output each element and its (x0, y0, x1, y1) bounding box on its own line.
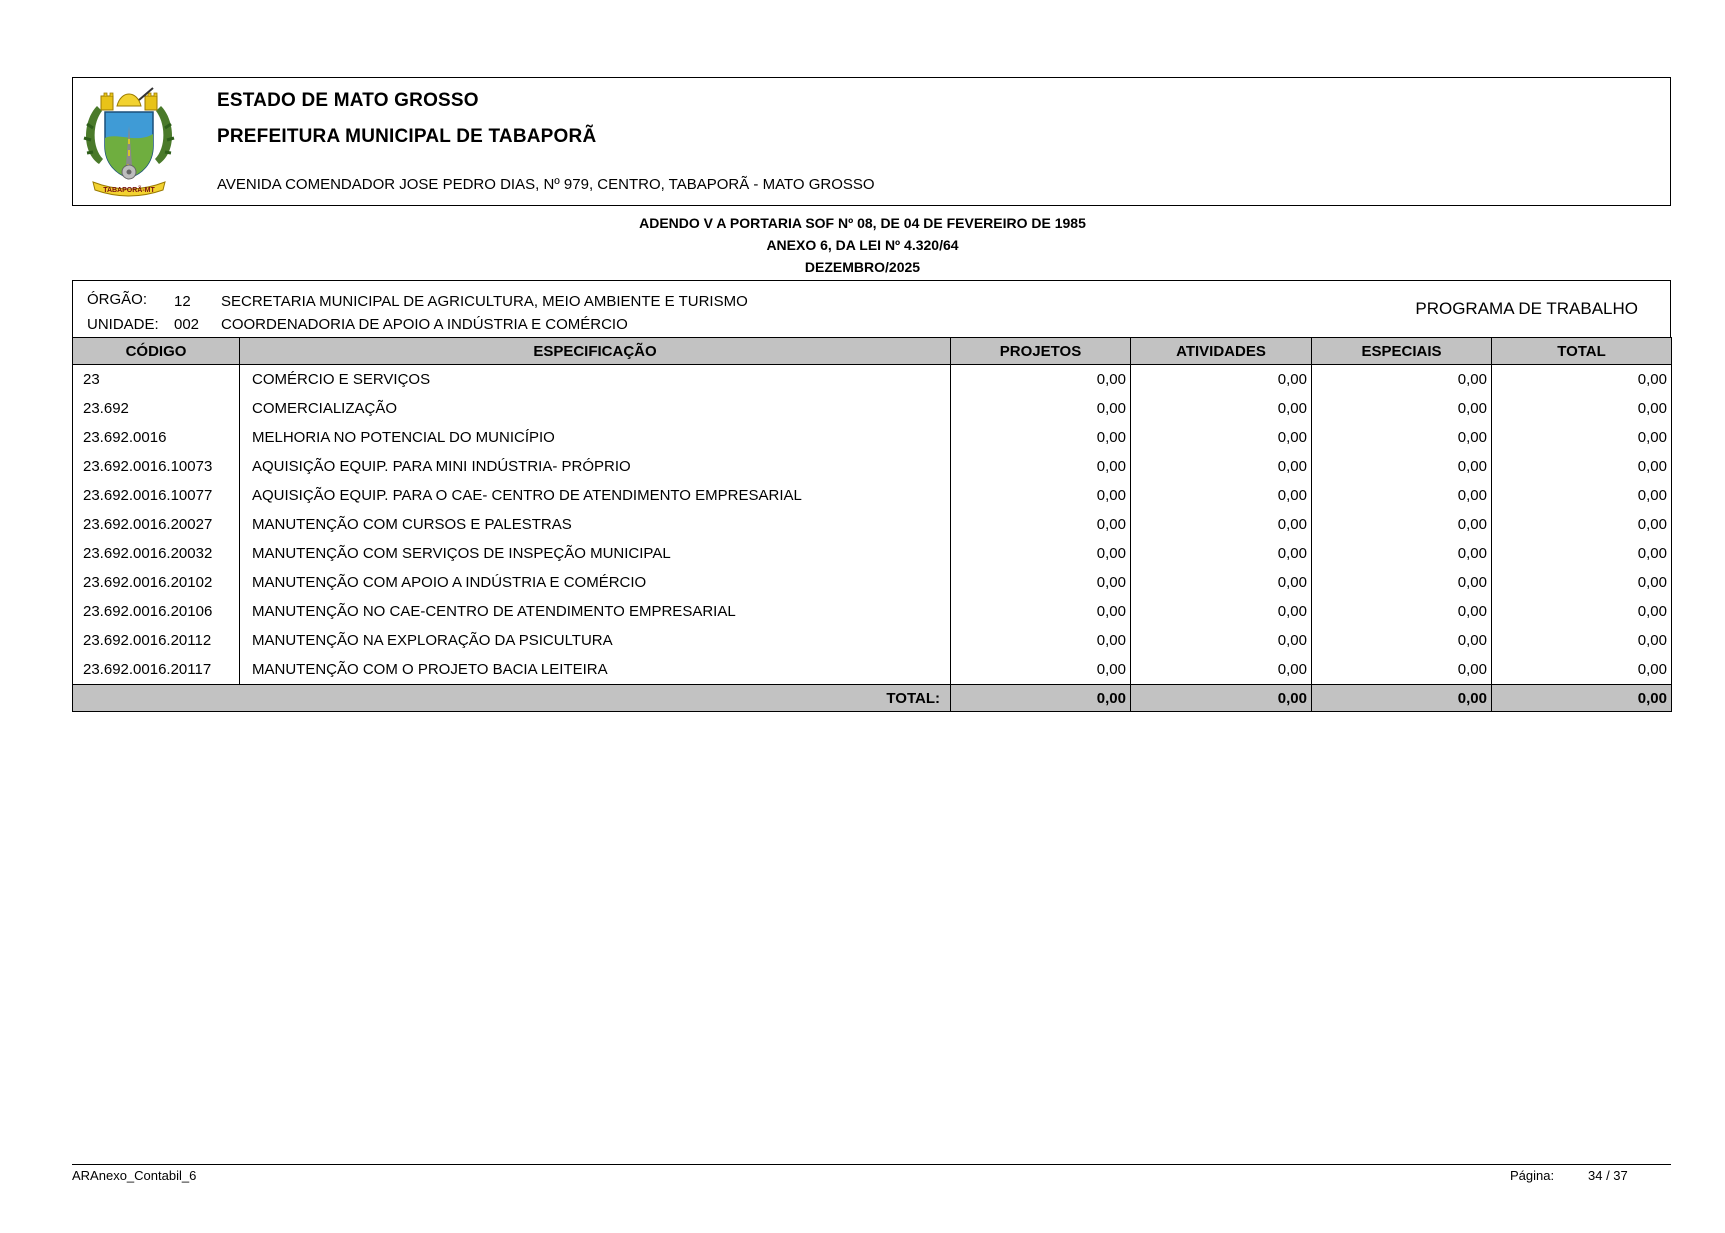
cell-projetos: 0,00 (951, 655, 1131, 685)
table-row (73, 394, 1672, 423)
cell-code: 23.692.0016.20102 (73, 568, 240, 597)
cell-spec: COMERCIALIZAÇÃO (240, 394, 951, 423)
cell-code: 23.692.0016.20032 (73, 539, 240, 568)
title-line-3: DEZEMBRO/2025 (804, 259, 921, 275)
cell-code: 23.692.0016.10077 (73, 481, 240, 510)
cell-projetos: 0,00 (951, 510, 1131, 539)
table-row (73, 626, 1672, 655)
cell-spec: MELHORIA NO POTENCIAL DO MUNICÍPIO (240, 423, 951, 452)
page-number: 34 / 37 (1588, 1168, 1628, 1183)
cell-total: 0,00 (1492, 394, 1672, 423)
cell-total: 0,00 (1492, 568, 1672, 597)
total-row (73, 685, 1672, 712)
table-row (73, 365, 1672, 395)
cell-spec: AQUISIÇÃO EQUIP. PARA MINI INDÚSTRIA- PRÓPRIO (240, 452, 951, 481)
org-info-box (72, 280, 1671, 337)
cell-atividades: 0,00 (1131, 597, 1312, 626)
cell-atividades: 0,00 (1131, 365, 1312, 395)
table-row (73, 423, 1672, 452)
cell-spec: MANUTENÇÃO COM SERVIÇOS DE INSPEÇÃO MUNICIPAL (240, 539, 951, 568)
total-atividades: 0,00 (1131, 685, 1312, 712)
cell-atividades: 0,00 (1131, 394, 1312, 423)
page-label: Página: (1510, 1168, 1555, 1183)
cell-atividades: 0,00 (1131, 568, 1312, 597)
cell-atividades: 0,00 (1131, 510, 1312, 539)
cell-especiais: 0,00 (1312, 539, 1492, 568)
orgao-code: 12 (174, 293, 191, 310)
cell-especiais: 0,00 (1312, 365, 1492, 395)
cell-especiais: 0,00 (1312, 481, 1492, 510)
footer-divider (72, 1164, 1671, 1165)
cell-total: 0,00 (1492, 539, 1672, 568)
unidade-label: UNIDADE: (87, 316, 159, 333)
cell-code: 23.692 (73, 394, 240, 423)
cell-projetos: 0,00 (951, 365, 1131, 395)
title-line-1: ADENDO V A PORTARIA SOF Nº 08, DE 04 DE FEVEREIRO DE 1985 (639, 215, 1086, 231)
cell-atividades: 0,00 (1131, 481, 1312, 510)
total-especiais: 0,00 (1312, 685, 1492, 712)
cell-especiais: 0,00 (1312, 655, 1492, 685)
svg-text:TABAPORÃ-MT: TABAPORÃ-MT (103, 187, 155, 194)
cell-total: 0,00 (1492, 365, 1672, 395)
document-titles (0, 212, 1725, 278)
cell-spec: MANUTENÇÃO NO CAE-CENTRO DE ATENDIMENTO EMPRESARIAL (240, 597, 951, 626)
cell-code: 23.692.0016.20112 (73, 626, 240, 655)
cell-spec: AQUISIÇÃO EQUIP. PARA O CAE- CENTRO DE ATENDIMENTO EMPRESARIAL (240, 481, 951, 510)
column-header-total: TOTAL (1492, 338, 1672, 365)
programa-title: PROGRAMA DE TRABALHO (1415, 299, 1638, 318)
cell-atividades: 0,00 (1131, 452, 1312, 481)
column-header-atividades: ATIVIDADES (1131, 338, 1312, 365)
cell-atividades: 0,00 (1131, 423, 1312, 452)
cell-atividades: 0,00 (1131, 539, 1312, 568)
state-title: ESTADO DE MATO GROSSO (217, 90, 479, 111)
cell-code: 23 (73, 365, 240, 395)
orgao-name: SECRETARIA MUNICIPAL DE AGRICULTURA, MEIO AMBIENTE E TURISMO (221, 293, 748, 310)
coat-of-arms-icon (79, 86, 179, 200)
table-row (73, 597, 1672, 626)
cell-total: 0,00 (1492, 597, 1672, 626)
column-header-especificacao: ESPECIFICAÇÃO (240, 338, 951, 365)
column-header-codigo: CÓDIGO (73, 338, 240, 365)
cell-code: 23.692.0016.20106 (73, 597, 240, 626)
prefecture-title: PREFEITURA MUNICIPAL DE TABAPORÃ (217, 126, 597, 147)
cell-projetos: 0,00 (951, 481, 1131, 510)
cell-especiais: 0,00 (1312, 452, 1492, 481)
column-header-especiais: ESPECIAIS (1312, 338, 1492, 365)
unidade-code: 002 (174, 316, 200, 333)
title-line-2: ANEXO 6, DA LEI Nº 4.320/64 (766, 237, 959, 253)
cell-total: 0,00 (1492, 452, 1672, 481)
cell-total: 0,00 (1492, 655, 1672, 685)
budget-table (72, 337, 1672, 712)
cell-especiais: 0,00 (1312, 510, 1492, 539)
total-total: 0,00 (1492, 685, 1672, 712)
cell-atividades: 0,00 (1131, 655, 1312, 685)
cell-projetos: 0,00 (951, 423, 1131, 452)
cell-code: 23.692.0016 (73, 423, 240, 452)
cell-total: 0,00 (1492, 626, 1672, 655)
table-row (73, 655, 1672, 685)
cell-total: 0,00 (1492, 481, 1672, 510)
cell-especiais: 0,00 (1312, 568, 1492, 597)
cell-total: 0,00 (1492, 423, 1672, 452)
cell-projetos: 0,00 (951, 539, 1131, 568)
cell-especiais: 0,00 (1312, 597, 1492, 626)
total-label: TOTAL: (73, 685, 951, 712)
cell-spec: MANUTENÇÃO COM O PROJETO BACIA LEITEIRA (240, 655, 951, 685)
cell-projetos: 0,00 (951, 626, 1131, 655)
cell-projetos: 0,00 (951, 568, 1131, 597)
table-row (73, 539, 1672, 568)
cell-spec: MANUTENÇÃO NA EXPLORAÇÃO DA PSICULTURA (240, 626, 951, 655)
column-header-projetos: PROJETOS (951, 338, 1131, 365)
cell-especiais: 0,00 (1312, 423, 1492, 452)
cell-especiais: 0,00 (1312, 626, 1492, 655)
cell-especiais: 0,00 (1312, 394, 1492, 423)
cell-spec: COMÉRCIO E SERVIÇOS (240, 365, 951, 395)
address: AVENIDA COMENDADOR JOSE PEDRO DIAS, Nº 979, CENTRO, TABAPORÃ - MATO GROSSO (217, 176, 875, 193)
cell-spec: MANUTENÇÃO COM APOIO A INDÚSTRIA E COMÉRCIO (240, 568, 951, 597)
table-header-row (73, 338, 1672, 365)
table-row (73, 510, 1672, 539)
cell-spec: MANUTENÇÃO COM CURSOS E PALESTRAS (240, 510, 951, 539)
cell-total: 0,00 (1492, 510, 1672, 539)
cell-code: 23.692.0016.20027 (73, 510, 240, 539)
cell-code: 23.692.0016.10073 (73, 452, 240, 481)
cell-projetos: 0,00 (951, 394, 1131, 423)
orgao-label: ÓRGÃO: (87, 291, 148, 308)
cell-projetos: 0,00 (951, 597, 1131, 626)
table-row (73, 452, 1672, 481)
unidade-name: COORDENADORIA DE APOIO A INDÚSTRIA E COMÉRCIO (221, 316, 628, 333)
cell-projetos: 0,00 (951, 452, 1131, 481)
header-box (72, 77, 1671, 206)
cell-code: 23.692.0016.20117 (73, 655, 240, 685)
cell-atividades: 0,00 (1131, 626, 1312, 655)
table-row (73, 568, 1672, 597)
total-projetos: 0,00 (951, 685, 1131, 712)
table-row (73, 481, 1672, 510)
report-name: ARAnexo_Contabil_6 (72, 1168, 197, 1183)
